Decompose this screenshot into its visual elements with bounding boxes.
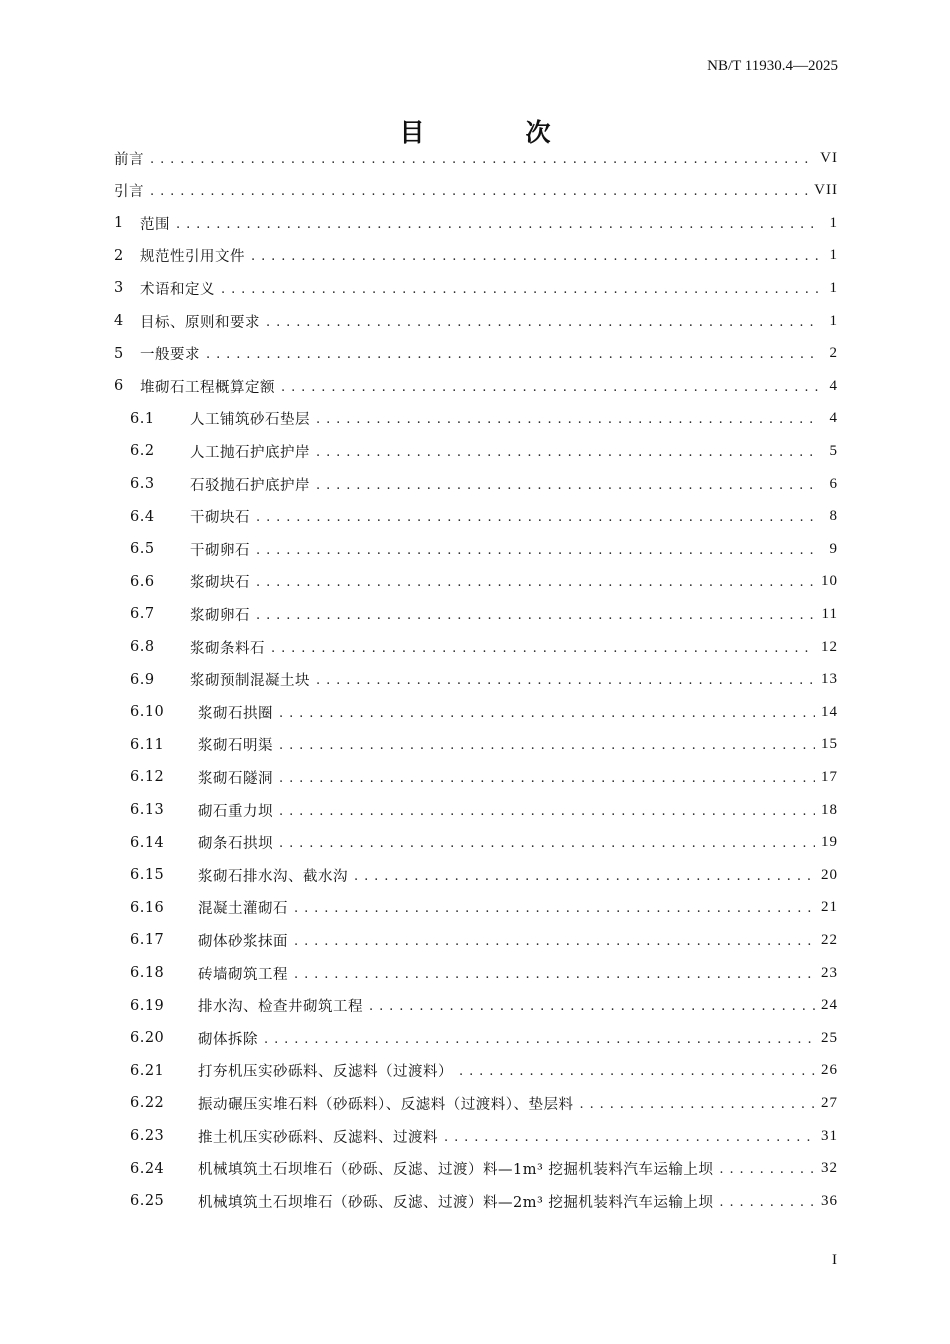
- toc-entry-number: 6.17: [130, 932, 165, 949]
- toc-entry-number: 6.25: [130, 1193, 165, 1210]
- toc-entry-page: 25: [821, 1029, 838, 1046]
- toc-entry[interactable]: [114, 175, 838, 207]
- toc-entry[interactable]: [114, 305, 838, 337]
- toc-entry-label: 人工铺筑砂石垫层: [190, 412, 310, 429]
- toc-entry-label: 机械填筑土石坝堆石（砂砾、反滤、过渡）料—1m³ 挖掘机装料汽车运输上坝: [198, 1162, 714, 1179]
- standard-code: NB/T 11930.4—2025: [707, 58, 838, 74]
- toc-entry-label: 一般要求: [140, 347, 200, 364]
- toc-leader-dots: [719, 1162, 815, 1177]
- toc-entry-label: 混凝土灌砌石: [198, 901, 288, 918]
- toc-entry[interactable]: [114, 403, 838, 435]
- toc-entry[interactable]: [114, 435, 838, 467]
- toc-entry-number: 2: [114, 247, 124, 264]
- toc-entry[interactable]: [114, 272, 838, 304]
- toc-entry-label: 干砌块石: [190, 510, 250, 527]
- toc-entry-page: 2: [829, 345, 838, 362]
- toc-entry-page: VII: [814, 182, 838, 199]
- toc-entry[interactable]: [114, 729, 838, 761]
- toc-entry-number: 1: [114, 215, 124, 232]
- toc-entry-number: 6.19: [130, 997, 165, 1014]
- toc-entry-label: 石驳抛石护底护岸: [190, 477, 310, 494]
- toc-entry-number: 6.4: [130, 508, 155, 525]
- toc-entry-label: 砖墙砌筑工程: [198, 966, 288, 983]
- page-title: 目 次: [399, 118, 589, 147]
- toc-entry-page: 26: [821, 1062, 838, 1079]
- toc-leader-dots: [369, 999, 815, 1014]
- toc-entry[interactable]: [114, 240, 838, 272]
- toc-entry-label: 范围: [140, 216, 170, 233]
- toc-entry[interactable]: [114, 1153, 838, 1185]
- toc-entry-page: 4: [829, 410, 838, 427]
- toc-leader-dots: [316, 673, 815, 688]
- toc-entry-number: 6.18: [130, 965, 165, 981]
- toc-leader-dots: [256, 510, 818, 525]
- toc-entry-number: 6.1: [130, 410, 155, 427]
- toc-entry-label: 振动碾压实堆石料（砂砾料）、反滤料（过渡料）、垫层料: [198, 1096, 574, 1113]
- toc-entry-number: 6.2: [130, 443, 155, 460]
- toc-entry-label: 浆砌石隧洞: [198, 770, 273, 787]
- toc-entry-label: 浆砌卵石: [190, 607, 250, 624]
- toc-entry-page: 36: [821, 1192, 838, 1209]
- toc-entry-label: 砌体拆除: [198, 1031, 258, 1048]
- toc-entry-label: 目标、原则和要求: [140, 314, 260, 331]
- toc-entry-page: 8: [829, 508, 838, 525]
- toc-entry-page: 1: [829, 279, 838, 296]
- toc-leader-dots: [294, 901, 815, 916]
- toc-entry-page: 1: [829, 247, 838, 264]
- toc-leader-dots: [316, 412, 818, 427]
- toc-entry-page: 19: [821, 834, 838, 851]
- toc-entry-label: 推土机压实砂砾料、反滤料、过渡料: [198, 1129, 438, 1146]
- toc-entry-label: 砌体砂浆抹面: [198, 933, 288, 950]
- toc-entry-label: 堆砌石工程概算定额: [140, 379, 275, 396]
- toc-leader-dots: [256, 543, 818, 558]
- toc-entry-label: 打夯机压实砂砾料、反滤料（过渡料）: [198, 1064, 453, 1081]
- toc-entry-label: 浆砌石拱圈: [198, 705, 273, 722]
- toc-entry-label: 砌石重力坝: [198, 803, 273, 820]
- toc-entry-number: 6.8: [130, 639, 155, 655]
- toc-entry-number: 6.21: [130, 1062, 165, 1079]
- toc-entry-number: 6.23: [130, 1128, 165, 1144]
- toc-entry-number: 6.14: [130, 834, 165, 851]
- toc-entry[interactable]: [114, 468, 838, 500]
- toc-entry-page: 18: [821, 801, 838, 818]
- toc-entry-number: 6.22: [130, 1095, 165, 1112]
- toc-entry-label: 砌条石拱坝: [198, 836, 273, 853]
- toc-entry-page: 24: [821, 997, 838, 1014]
- toc-leader-dots: [580, 1097, 816, 1112]
- toc-entry-label: 人工抛石护底护岸: [190, 444, 310, 461]
- toc-entry-page: 23: [821, 964, 838, 981]
- toc-entry[interactable]: [114, 370, 838, 402]
- toc-entry-number: 4: [114, 313, 124, 329]
- toc-leader-dots: [279, 836, 815, 851]
- toc-entry-page: 5: [829, 442, 838, 459]
- toc-leader-dots: [266, 315, 818, 330]
- toc-entry-page: 32: [821, 1160, 838, 1177]
- toc-leader-dots: [206, 347, 818, 362]
- toc-entry-page: 13: [821, 671, 838, 688]
- toc-entry[interactable]: [114, 338, 838, 370]
- toc-leader-dots: [176, 217, 818, 232]
- toc-entry-page: 6: [829, 475, 838, 492]
- toc-entry-number: 6.20: [130, 1030, 165, 1047]
- toc-entry[interactable]: [114, 1120, 838, 1152]
- toc-entry-label: 排水沟、检查井砌筑工程: [198, 999, 363, 1016]
- toc-leader-dots: [279, 738, 815, 753]
- page-number: I: [832, 1252, 837, 1268]
- toc-entry-page: 10: [821, 573, 838, 590]
- toc-leader-dots: [256, 575, 815, 590]
- toc-leader-dots: [719, 1195, 815, 1210]
- toc-entry[interactable]: [114, 1055, 838, 1087]
- toc-entry[interactable]: [114, 761, 838, 793]
- toc-leader-dots: [281, 380, 818, 395]
- toc-entry[interactable]: [114, 533, 838, 565]
- toc-leader-dots: [354, 869, 815, 884]
- toc-entry-label: 机械填筑土石坝堆石（砂砾、反滤、过渡）料—2m³ 挖掘机装料汽车运输上坝: [198, 1194, 714, 1211]
- toc-entry-label: 规范性引用文件: [140, 249, 245, 266]
- toc-entry-label: 干砌卵石: [190, 542, 250, 559]
- toc-entry[interactable]: [114, 794, 838, 826]
- toc-entry-page: 12: [821, 638, 838, 655]
- toc-entry-number: 6.16: [130, 899, 165, 916]
- toc-entry[interactable]: [114, 631, 838, 663]
- toc-leader-dots: [279, 804, 815, 819]
- toc-entry-page: 20: [821, 866, 838, 883]
- toc-leader-dots: [459, 1064, 815, 1079]
- toc-entry[interactable]: [114, 696, 838, 728]
- toc-entry-label: 浆砌块石: [190, 575, 250, 592]
- toc-entry-page: 14: [821, 703, 838, 720]
- toc-entry[interactable]: [114, 501, 838, 533]
- toc-leader-dots: [221, 282, 818, 297]
- toc-entry-number: 6: [114, 378, 124, 395]
- toc-leader-dots: [316, 445, 818, 460]
- toc-entry[interactable]: [114, 990, 838, 1022]
- toc-entry-page: 1: [829, 312, 838, 329]
- toc-entry[interactable]: [114, 827, 838, 859]
- toc-entry[interactable]: [114, 892, 838, 924]
- toc-entry-label: 浆砌石明渠: [198, 738, 273, 755]
- toc-entry-label: 前言: [114, 151, 144, 168]
- toc-entry-number: 5: [114, 345, 124, 362]
- toc-entry-page: 11: [821, 605, 838, 622]
- toc-leader-dots: [444, 1130, 815, 1145]
- toc-entry[interactable]: [114, 1022, 838, 1054]
- toc-entry-page: 17: [821, 768, 838, 785]
- toc-entry-number: 6.12: [130, 769, 165, 786]
- toc-entry-label: 浆砌预制混凝土块: [190, 673, 310, 690]
- toc-entry[interactable]: [114, 859, 838, 891]
- toc-entry-page: VI: [820, 149, 838, 166]
- toc-leader-dots: [150, 152, 814, 167]
- toc-entry-number: 6.13: [130, 802, 165, 818]
- toc-leader-dots: [279, 771, 815, 786]
- toc-entry-label: 术语和定义: [140, 281, 215, 298]
- toc-entry-page: 31: [821, 1127, 838, 1144]
- toc-entry-number: 6.11: [130, 736, 165, 753]
- toc-entry-number: 6.6: [130, 573, 155, 590]
- toc-entry-page: 9: [829, 540, 838, 557]
- toc-entry-page: 22: [821, 931, 838, 948]
- toc-entry[interactable]: [114, 142, 838, 174]
- toc-entry-label: 浆砌条料石: [190, 640, 265, 657]
- toc-entry[interactable]: [114, 664, 838, 696]
- toc-entry[interactable]: [114, 207, 838, 239]
- toc-leader-dots: [294, 967, 815, 982]
- toc-leader-dots: [150, 184, 808, 199]
- toc-entry[interactable]: [114, 1087, 838, 1119]
- toc-entry-page: 4: [829, 377, 838, 394]
- toc-entry-number: 6.10: [130, 704, 165, 721]
- toc-entry-number: 6.15: [130, 867, 165, 884]
- toc-entry-number: 3: [114, 280, 124, 297]
- toc-entry[interactable]: [114, 1185, 838, 1217]
- toc-entry[interactable]: [114, 598, 838, 630]
- toc-entry[interactable]: [114, 924, 838, 956]
- toc-entry[interactable]: [114, 957, 838, 989]
- toc-entry[interactable]: [114, 566, 838, 598]
- toc-entry-page: 21: [821, 899, 838, 916]
- toc-entry-page: 1: [829, 214, 838, 231]
- toc-entry-number: 6.3: [130, 476, 155, 492]
- toc-leader-dots: [264, 1032, 815, 1047]
- toc-entry-page: 15: [821, 736, 838, 753]
- toc-leader-dots: [316, 478, 818, 493]
- toc-entry-page: 27: [821, 1094, 838, 1111]
- toc-leader-dots: [279, 706, 815, 721]
- toc-entry-label: 浆砌石排水沟、截水沟: [198, 868, 348, 885]
- toc-entry-number: 6.7: [130, 606, 155, 623]
- toc-leader-dots: [271, 641, 815, 656]
- toc-leader-dots: [251, 249, 818, 264]
- toc-leader-dots: [294, 934, 815, 949]
- toc-entry-number: 6.9: [130, 671, 155, 688]
- toc-entry-number: 6.5: [130, 541, 155, 558]
- toc-entry-label: 引言: [114, 184, 144, 201]
- toc-entry-number: 6.24: [130, 1160, 165, 1177]
- toc-leader-dots: [256, 608, 816, 623]
